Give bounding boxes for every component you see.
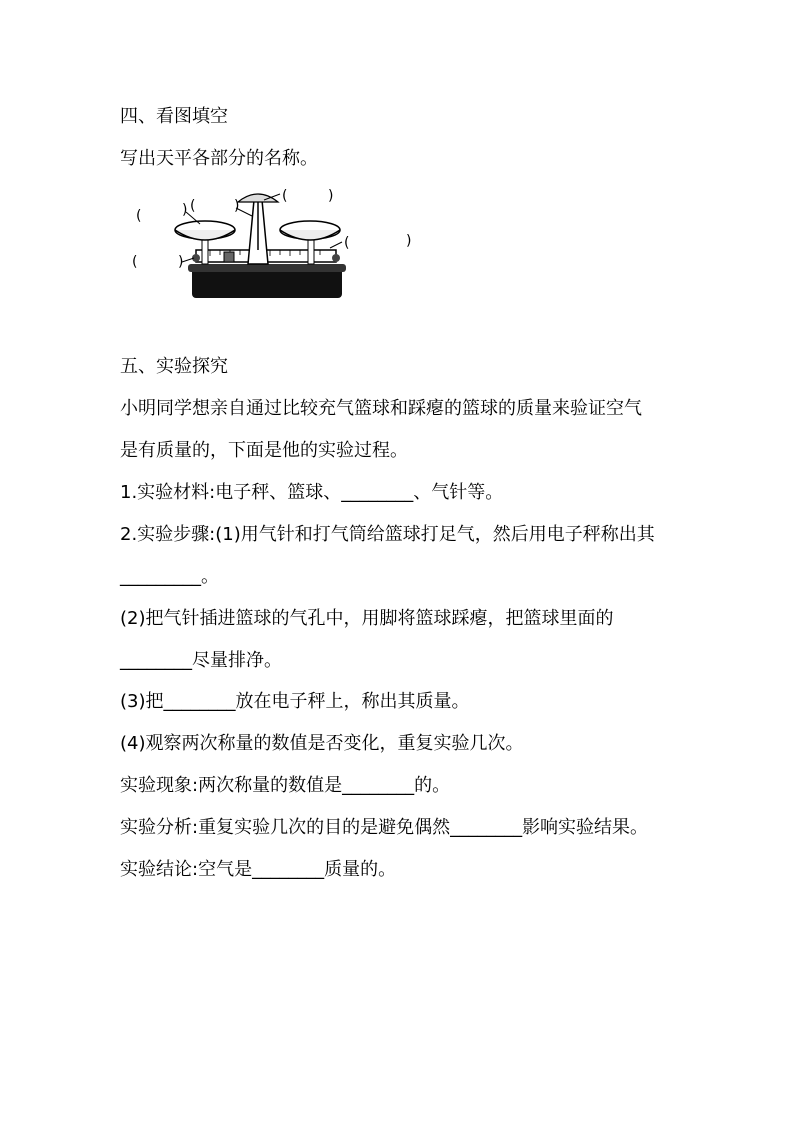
blank-label-3-open: ( (282, 188, 288, 204)
section4-instruction: 写出天平各部分的名称。 (120, 148, 318, 169)
blank-label-4-close: ) (406, 233, 412, 249)
step2-line1: (2)把气针插进篮球的气孔中，用脚将篮球踩瘪，把篮球里面的 (120, 608, 614, 629)
section5-heading: 五、实验探究 (120, 356, 228, 377)
section4-heading: 四、看图填空 (120, 106, 228, 127)
step2-line2: ________尽量排净。 (120, 650, 282, 671)
step1-line2: _________。 (120, 566, 219, 587)
blank-label-1-close: ) (182, 202, 188, 218)
step3-line: (3)把________放在电子秤上，称出其质量。 (120, 691, 470, 712)
balance-figure (120, 180, 430, 305)
blank-label-4-open: ( (344, 235, 350, 251)
balance-scale-image (120, 180, 430, 305)
analysis-line: 实验分析:重复实验几次的目的是避免偶然________影响实验结果。 (120, 817, 649, 838)
materials-line: 1.实验材料:电子秤、篮球、________、气针等。 (120, 482, 504, 503)
blank-label-3-close: ) (328, 188, 334, 204)
phenomenon-line: 实验现象:两次称量的数值是________的。 (120, 775, 451, 796)
blank-label-5-open: ( (132, 254, 138, 270)
blank-label-5-close: ) (178, 254, 184, 270)
blank-label-2-close: ) (234, 198, 240, 214)
step1-line1: 2.实验步骤:(1)用气针和打气筒给篮球打足气，然后用电子秤称出其 (120, 524, 655, 545)
blank-label-2-open: ( (190, 198, 196, 214)
conclusion-line: 实验结论:空气是________质量的。 (120, 859, 397, 880)
blank-label-1-open: ( (136, 208, 142, 224)
section5-intro-line1: 小明同学想亲自通过比较充气篮球和踩瘪的篮球的质量来验证空气 (120, 398, 642, 419)
step4-line: (4)观察两次称量的数值是否变化，重复实验几次。 (120, 733, 524, 754)
section5-intro-line2: 是有质量的，下面是他的实验过程。 (120, 440, 408, 461)
